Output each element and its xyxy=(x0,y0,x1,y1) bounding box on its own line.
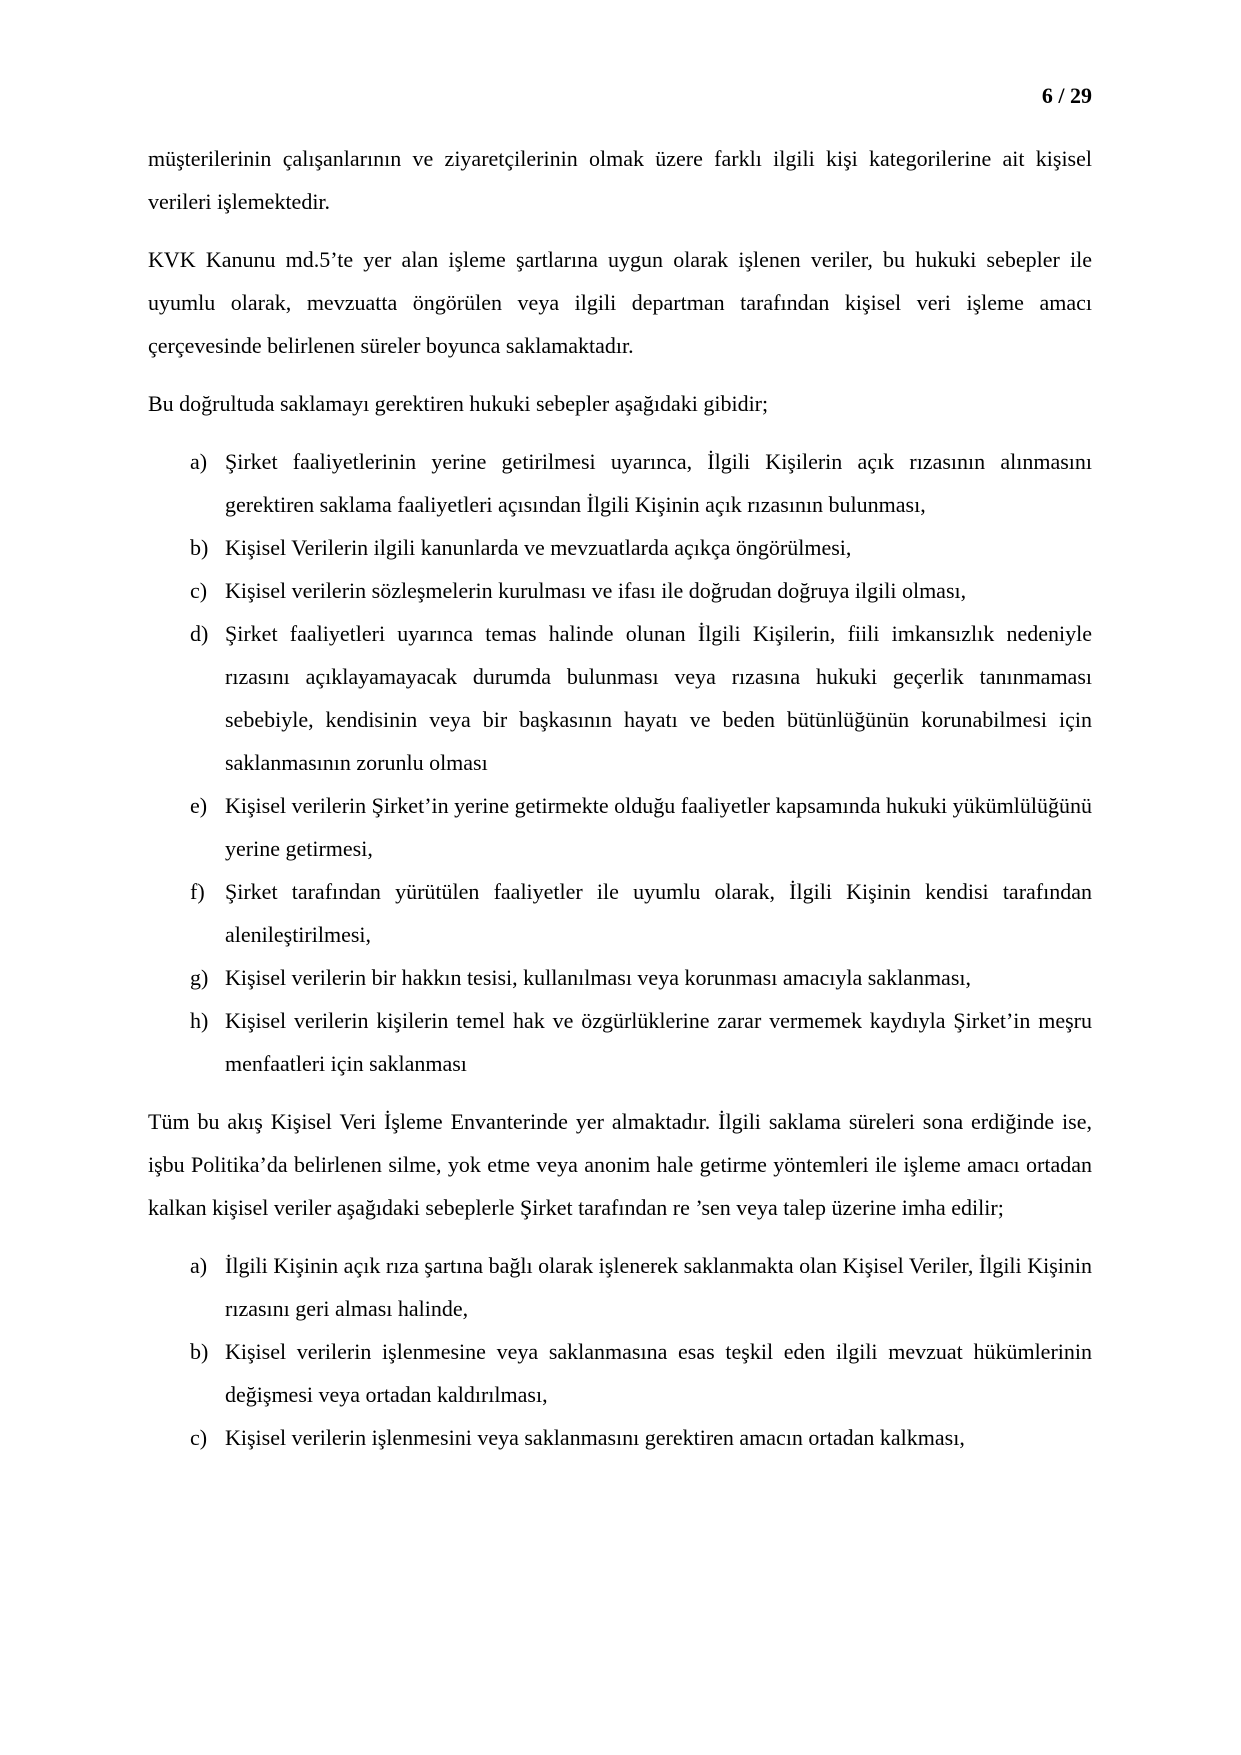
list-item-text: İlgili Kişinin açık rıza şartına bağlı olarak işlenerek saklanmakta olan Kişisel Veriler, İlgili Kişinin rızasını geri alması halinde, xyxy=(225,1253,1092,1321)
list-item-text: Kişisel verilerin Şirket’in yerine getirmekte olduğu faaliyetler kapsamında hukuki yükümlülüğünü yerine getirmesi, xyxy=(225,793,1092,861)
list-item-marker: c) xyxy=(190,578,208,603)
list-item xyxy=(148,612,1092,784)
list-item-marker: a) xyxy=(190,449,208,474)
list-item-text: Kişisel verilerin sözleşmelerin kurulması ve ifası ile doğrudan doğruya ilgili olması, xyxy=(225,578,967,603)
list-item-marker: c) xyxy=(190,1425,208,1450)
list-item xyxy=(148,1416,1092,1459)
list-item xyxy=(148,569,1092,612)
paragraph-legal-reasons-lead: Bu doğrultuda saklamayı gerektiren hukuki sebepler aşağıdaki gibidir; xyxy=(148,391,769,416)
list-item-marker: f) xyxy=(190,879,205,904)
list-item-text: Kişisel verilerin işlenmesini veya saklanmasını gerektiren amacın ortadan kalkması, xyxy=(225,1425,965,1450)
list-item-text: Kişisel verilerin bir hakkın tesisi, kullanılması veya korunması amacıyla saklanması, xyxy=(225,965,971,990)
list-item xyxy=(148,956,1092,999)
list-item xyxy=(148,999,1092,1085)
list-item-marker: b) xyxy=(190,1339,209,1364)
list-item-marker: h) xyxy=(190,1008,209,1033)
page-number: 6 / 29 xyxy=(1041,83,1092,108)
list-item xyxy=(148,1330,1092,1416)
list-item-marker: a) xyxy=(190,1253,208,1278)
list-item xyxy=(148,440,1092,526)
list-item-text: Kişisel Verilerin ilgili kanunlarda ve mevzuatlarda açıkça öngörülmesi, xyxy=(225,535,852,560)
list-item-text: Kişisel verilerin işlenmesine veya saklanmasına esas teşkil eden ilgili mevzuat hükümlerinin değişmesi veya ortadan kaldırılması, xyxy=(225,1339,1092,1407)
list-item-text: Şirket faaliyetleri uyarınca temas halinde olunan İlgili Kişilerin, fiili imkansızlık nedeniyle rızasını açıklayamayacak durumda bulunması veya rızasına hukuki geçerlik tanınmaması sebebiyle, kendisinin veya bir başkasının hayatı ve beden bütünlüğünün korunabilmesi için saklanmasının zorunlu olması xyxy=(225,621,1092,775)
legal-reasons-list xyxy=(148,440,1092,1085)
paragraph-kvk-law: KVK Kanunu md.5’te yer alan işleme şartlarına uygun olarak işlenen veriler, bu hukuki sebepler ile uyumlu olarak, mevzuatta öngörülen veya ilgili departman tarafından kişisel veri işleme amacı çerçevesinde belirlenen süreler boyunca saklamaktadır. xyxy=(148,247,1092,358)
list-item-marker: g) xyxy=(190,965,209,990)
list-item xyxy=(148,1244,1092,1330)
list-item-text: Şirket tarafından yürütülen faaliyetler ile uyumlu olarak, İlgili Kişinin kendisi tarafından alenileştirilmesi, xyxy=(225,879,1092,947)
paragraph-disposal-lead: Tüm bu akış Kişisel Veri İşleme Envanterinde yer almaktadır. İlgili saklama süreleri sona erdiğinde ise, işbu Politika’da belirlenen silme, yok etme veya anonim hale getirme yöntemleri ile işleme amacı ortadan kalkan kişisel veriler aşağıdaki sebeplerle Şirket tarafından re ’sen veya talep üzerine imha edilir; xyxy=(148,1109,1092,1220)
list-item xyxy=(148,526,1092,569)
list-item-marker: d) xyxy=(190,621,209,646)
list-item-text: Şirket faaliyetlerinin yerine getirilmesi uyarınca, İlgili Kişilerin açık rızasının alınmasını gerektiren saklama faaliyetleri açısından İlgili Kişinin açık rızasının bulunması, xyxy=(225,449,1092,517)
list-item-marker: b) xyxy=(190,535,209,560)
list-item xyxy=(148,784,1092,870)
list-item xyxy=(148,870,1092,956)
list-item-marker: e) xyxy=(190,793,208,818)
list-item-text: Kişisel verilerin kişilerin temel hak ve özgürlüklerine zarar vermemek kaydıyla Şirket’in meşru menfaatleri için saklanması xyxy=(225,1008,1092,1076)
disposal-reasons-list xyxy=(148,1244,1092,1459)
paragraph-intro: müşterilerinin çalışanlarının ve ziyaretçilerinin olmak üzere farklı ilgili kişi kategorilerine ait kişisel verileri işlemektedir. xyxy=(148,146,1092,214)
